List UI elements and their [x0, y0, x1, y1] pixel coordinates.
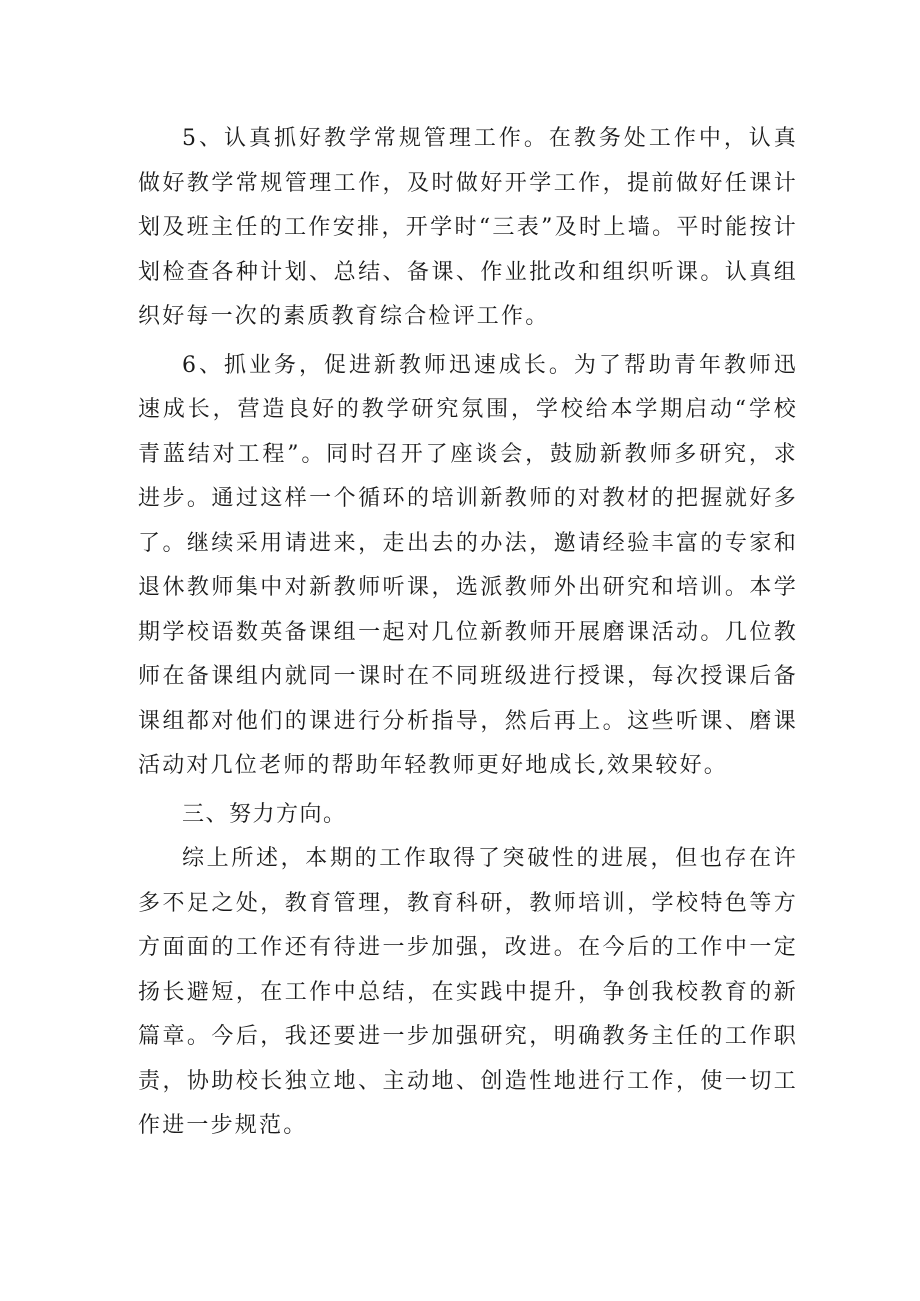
paragraph-new-teacher-growth: 6、抓业务，促进新教师迅速成长。为了帮助青年教师迅速成长，营造良好的教学研究氛围，学校给本学期启动“学校青蓝结对工程”。同时召开了座谈会，鼓励新教师多研究，求进步。通过这样一个循环的培训新教师的对教材的把握就好多了。继续采用请进来，走出去的办法，邀请经验丰富的专家和退休教师集中对新教师听课，选派教师外出研究和培训。本学期学校语数英备课组一起对几位新教师开展磨课活动。几位教师在备课组内就同一课时在不同班级进行授课，每次授课后备课组都对他们的课进行分析指导，然后再上。这些听课、磨课活动对几位老师的帮助年轻教师更好地成长,效果较好。: [138, 352, 798, 778]
document-page: [138, 117, 798, 1149]
paragraph-summary: 综上所述，本期的工作取得了突破性的进展，但也存在许多不足之处，教育管理，教育科研，教师培训，学校特色等方方面面的工作还有待进一步加强，改进。在今后的工作中一定扬长避短，在工作中总结，在实践中提升，争创我校教育的新篇章。今后，我还要进一步加强研究，明确教务主任的工作职责，协助校长独立地、主动地、创造性地进行工作，使一切工作进一步规范。: [138, 846, 798, 1138]
paragraph-routine-management: 5、认真抓好教学常规管理工作。在教务处工作中，认真做好教学常规管理工作，及时做好开学工作，提前做好任课计划及班主任的工作安排，开学时“三表”及时上墙。平时能按计划检查各种计划、总结、备课、作业批改和组织听课。认真组织好每一次的素质教育综合检评工作。: [138, 126, 798, 329]
section-heading: 三、努力方向。: [182, 801, 347, 827]
